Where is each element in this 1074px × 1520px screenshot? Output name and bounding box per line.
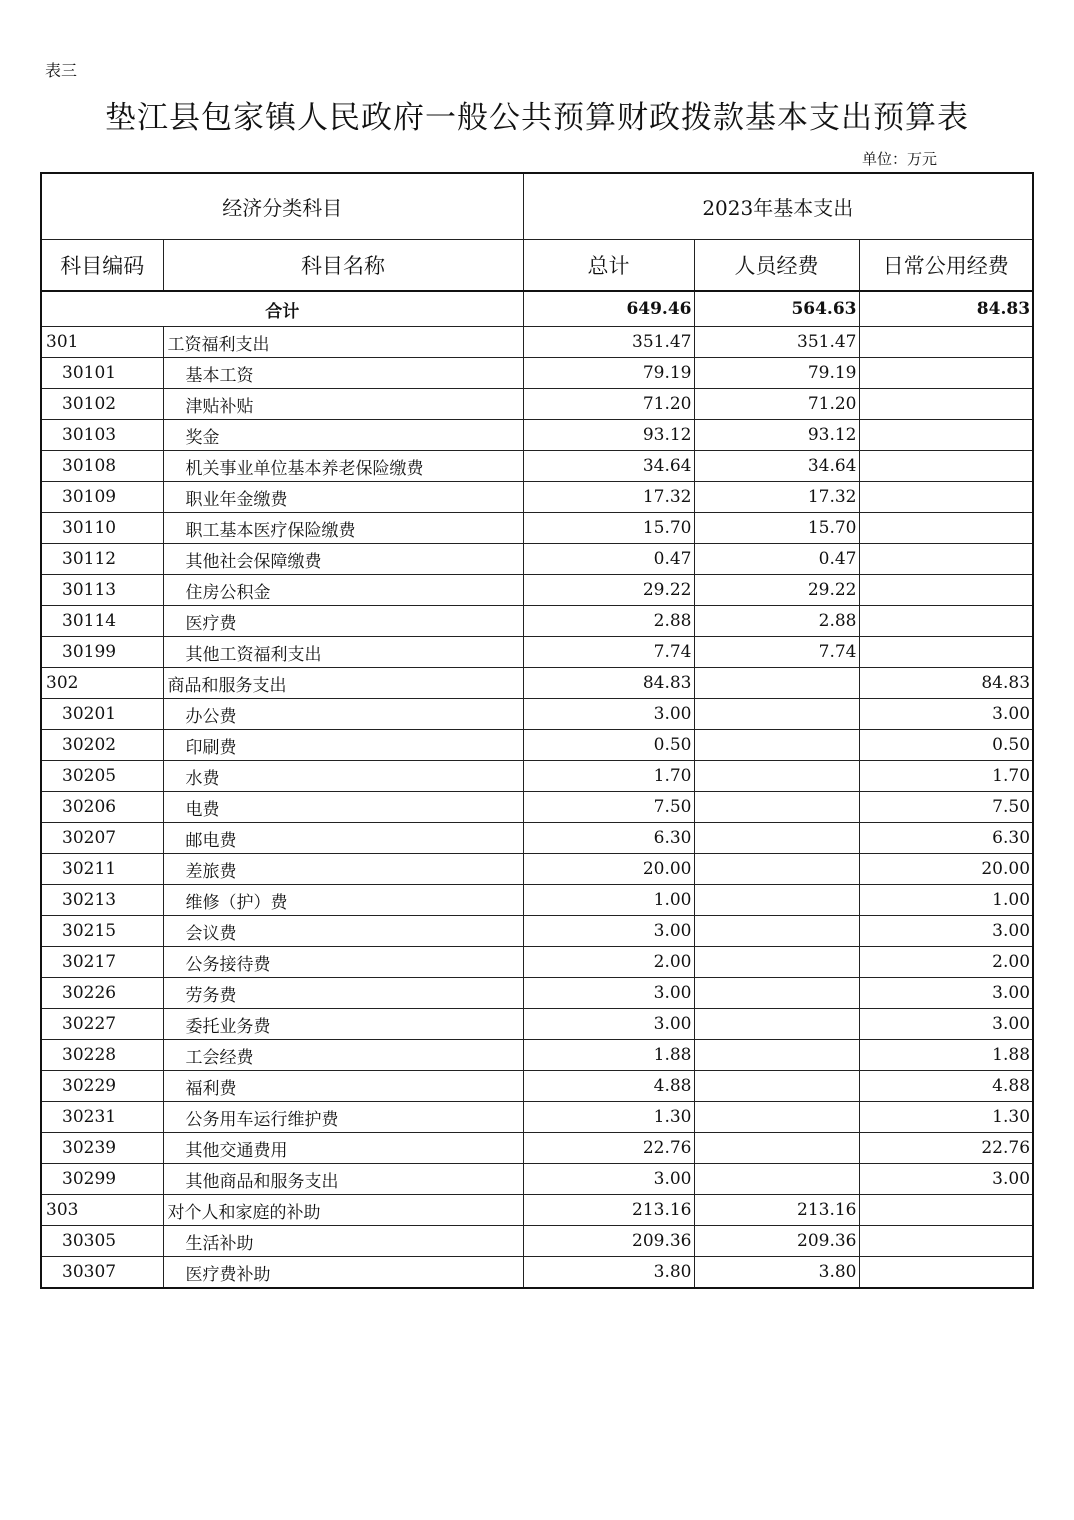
row-public: 3.00: [859, 1009, 1033, 1040]
row-code: 30215: [41, 916, 163, 947]
row-name: 其他交通费用: [163, 1133, 523, 1164]
row-personnel: [694, 668, 859, 699]
row-name: 住房公积金: [163, 575, 523, 606]
row-personnel: [694, 885, 859, 916]
row-total: 3.00: [523, 916, 694, 947]
row-total: 22.76: [523, 1133, 694, 1164]
row-name: 其他商品和服务支出: [163, 1164, 523, 1195]
table-number-label: 表三: [45, 61, 78, 80]
row-total: 6.30: [523, 823, 694, 854]
table-row: [41, 544, 1033, 575]
row-personnel: [694, 1009, 859, 1040]
row-total: 84.83: [523, 668, 694, 699]
row-personnel: [694, 823, 859, 854]
table-row: [41, 1009, 1033, 1040]
row-public: 6.30: [859, 823, 1033, 854]
table-row: [41, 1164, 1033, 1195]
row-personnel: [694, 1133, 859, 1164]
row-code: 30229: [41, 1071, 163, 1102]
row-personnel: 351.47: [694, 327, 859, 358]
table-row: [41, 451, 1033, 482]
row-code: 30108: [41, 451, 163, 482]
total-row: [41, 291, 1033, 327]
row-code: 30201: [41, 699, 163, 730]
table-row: [41, 358, 1033, 389]
row-public: [859, 327, 1033, 358]
table-row: [41, 1102, 1033, 1133]
row-total: 209.36: [523, 1226, 694, 1257]
row-name: 医疗费: [163, 606, 523, 637]
row-total: 15.70: [523, 513, 694, 544]
row-name: 职业年金缴费: [163, 482, 523, 513]
row-public: 4.88: [859, 1071, 1033, 1102]
row-code: 30113: [41, 575, 163, 606]
total-total: 649.46: [523, 291, 694, 327]
table-row: [41, 1040, 1033, 1071]
row-public: 2.00: [859, 947, 1033, 978]
table-row: [41, 606, 1033, 637]
row-code: 30109: [41, 482, 163, 513]
row-public: 1.00: [859, 885, 1033, 916]
table-row: [41, 1195, 1033, 1226]
row-total: 1.30: [523, 1102, 694, 1133]
table-row: [41, 1071, 1033, 1102]
page-title: 垫江县包家镇人民政府一般公共预算财政拨款基本支出预算表: [105, 100, 969, 136]
table-row: [41, 823, 1033, 854]
row-name: 工会经费: [163, 1040, 523, 1071]
row-public: [859, 637, 1033, 668]
row-total: 93.12: [523, 420, 694, 451]
row-public: 3.00: [859, 1164, 1033, 1195]
row-public: [859, 358, 1033, 389]
row-name: 劳务费: [163, 978, 523, 1009]
table-row: [41, 1133, 1033, 1164]
row-public: [859, 544, 1033, 575]
row-total: 71.20: [523, 389, 694, 420]
row-name: 委托业务费: [163, 1009, 523, 1040]
row-code: 30110: [41, 513, 163, 544]
table-row: [41, 420, 1033, 451]
row-total: 29.22: [523, 575, 694, 606]
row-personnel: 29.22: [694, 575, 859, 606]
row-code: 30114: [41, 606, 163, 637]
row-code: 30205: [41, 761, 163, 792]
row-public: 84.83: [859, 668, 1033, 699]
row-name: 差旅费: [163, 854, 523, 885]
row-name: 印刷费: [163, 730, 523, 761]
row-personnel: 93.12: [694, 420, 859, 451]
row-code: 30112: [41, 544, 163, 575]
row-personnel: 34.64: [694, 451, 859, 482]
row-personnel: [694, 978, 859, 1009]
row-code: 30231: [41, 1102, 163, 1133]
row-name: 生活补助: [163, 1226, 523, 1257]
row-code: 30103: [41, 420, 163, 451]
row-code: 30202: [41, 730, 163, 761]
unit-label: 单位：万元: [862, 150, 938, 168]
table-row: [41, 668, 1033, 699]
row-name: 基本工资: [163, 358, 523, 389]
row-total: 7.50: [523, 792, 694, 823]
header-basic-expenditure-2023: 2023年基本支出: [523, 173, 1033, 240]
row-public: 3.00: [859, 978, 1033, 1009]
row-public: 3.00: [859, 699, 1033, 730]
row-name: 医疗费补助: [163, 1257, 523, 1289]
row-public: [859, 575, 1033, 606]
row-personnel: 2.88: [694, 606, 859, 637]
row-total: 213.16: [523, 1195, 694, 1226]
row-code: 30102: [41, 389, 163, 420]
row-total: 0.50: [523, 730, 694, 761]
row-personnel: 15.70: [694, 513, 859, 544]
row-personnel: [694, 761, 859, 792]
row-public: [859, 606, 1033, 637]
row-code: 30226: [41, 978, 163, 1009]
row-code: 30227: [41, 1009, 163, 1040]
row-name: 奖金: [163, 420, 523, 451]
row-total: 3.00: [523, 1009, 694, 1040]
table-row: [41, 947, 1033, 978]
row-name: 维修（护）费: [163, 885, 523, 916]
row-public: 0.50: [859, 730, 1033, 761]
row-name: 工资福利支出: [163, 327, 523, 358]
row-code: 30299: [41, 1164, 163, 1195]
row-total: 3.80: [523, 1257, 694, 1289]
row-code: 303: [41, 1195, 163, 1226]
row-name: 会议费: [163, 916, 523, 947]
total-label: 合计: [41, 291, 523, 327]
table-row: [41, 854, 1033, 885]
header-row-columns: [41, 240, 1033, 292]
row-code: 30211: [41, 854, 163, 885]
row-name: 机关事业单位基本养老保险缴费: [163, 451, 523, 482]
row-name: 对个人和家庭的补助: [163, 1195, 523, 1226]
row-public: 1.30: [859, 1102, 1033, 1133]
row-public: 1.70: [859, 761, 1033, 792]
row-total: 351.47: [523, 327, 694, 358]
row-total: 2.88: [523, 606, 694, 637]
table-row: [41, 792, 1033, 823]
row-name: 津贴补贴: [163, 389, 523, 420]
header-code: 科目编码: [41, 240, 163, 292]
header-row-group: [41, 173, 1033, 240]
row-name: 福利费: [163, 1071, 523, 1102]
header-total: 总计: [523, 240, 694, 292]
table-row: [41, 482, 1033, 513]
row-personnel: [694, 916, 859, 947]
table-row: [41, 761, 1033, 792]
row-total: 7.74: [523, 637, 694, 668]
row-code: 301: [41, 327, 163, 358]
row-code: 30228: [41, 1040, 163, 1071]
row-personnel: 213.16: [694, 1195, 859, 1226]
row-total: 1.88: [523, 1040, 694, 1071]
row-name: 职工基本医疗保险缴费: [163, 513, 523, 544]
row-personnel: 7.74: [694, 637, 859, 668]
table-row: [41, 1257, 1033, 1289]
row-public: [859, 1257, 1033, 1289]
header-name: 科目名称: [163, 240, 523, 292]
row-total: 0.47: [523, 544, 694, 575]
row-name: 其他工资福利支出: [163, 637, 523, 668]
row-total: 79.19: [523, 358, 694, 389]
table-row: [41, 916, 1033, 947]
row-personnel: 79.19: [694, 358, 859, 389]
row-name: 其他社会保障缴费: [163, 544, 523, 575]
row-personnel: [694, 854, 859, 885]
table-row: [41, 575, 1033, 606]
row-personnel: 0.47: [694, 544, 859, 575]
table-row: [41, 513, 1033, 544]
row-personnel: [694, 1040, 859, 1071]
row-total: 4.88: [523, 1071, 694, 1102]
row-name: 水费: [163, 761, 523, 792]
total-personnel: 564.63: [694, 291, 859, 327]
row-public: [859, 513, 1033, 544]
row-personnel: [694, 1071, 859, 1102]
table-row: [41, 885, 1033, 916]
row-name: 电费: [163, 792, 523, 823]
row-personnel: [694, 947, 859, 978]
row-total: 2.00: [523, 947, 694, 978]
row-code: 302: [41, 668, 163, 699]
row-total: 34.64: [523, 451, 694, 482]
row-total: 3.00: [523, 1164, 694, 1195]
row-total: 1.00: [523, 885, 694, 916]
header-public: 日常公用经费: [859, 240, 1033, 292]
row-public: [859, 482, 1033, 513]
row-public: 7.50: [859, 792, 1033, 823]
row-name: 邮电费: [163, 823, 523, 854]
row-name: 公务用车运行维护费: [163, 1102, 523, 1133]
header-personnel: 人员经费: [694, 240, 859, 292]
row-total: 3.00: [523, 978, 694, 1009]
header-economic-classification: 经济分类科目: [41, 173, 523, 240]
row-name: 公务接待费: [163, 947, 523, 978]
row-code: 30307: [41, 1257, 163, 1289]
row-code: 30199: [41, 637, 163, 668]
table-row: [41, 637, 1033, 668]
row-public: [859, 451, 1033, 482]
row-code: 30217: [41, 947, 163, 978]
table-row: [41, 699, 1033, 730]
row-public: 1.88: [859, 1040, 1033, 1071]
row-total: 17.32: [523, 482, 694, 513]
row-code: 30206: [41, 792, 163, 823]
row-personnel: [694, 1164, 859, 1195]
budget-table: [40, 172, 1034, 1289]
row-personnel: [694, 730, 859, 761]
row-code: 30101: [41, 358, 163, 389]
row-public: [859, 1226, 1033, 1257]
row-public: 20.00: [859, 854, 1033, 885]
row-name: 办公费: [163, 699, 523, 730]
table-row: [41, 730, 1033, 761]
row-public: 22.76: [859, 1133, 1033, 1164]
row-personnel: 17.32: [694, 482, 859, 513]
row-total: 20.00: [523, 854, 694, 885]
row-personnel: [694, 699, 859, 730]
row-personnel: [694, 1102, 859, 1133]
row-personnel: 3.80: [694, 1257, 859, 1289]
row-code: 30305: [41, 1226, 163, 1257]
row-code: 30207: [41, 823, 163, 854]
table-row: [41, 327, 1033, 358]
row-public: [859, 420, 1033, 451]
table-row: [41, 1226, 1033, 1257]
row-total: 3.00: [523, 699, 694, 730]
row-personnel: [694, 792, 859, 823]
row-personnel: 209.36: [694, 1226, 859, 1257]
row-code: 30213: [41, 885, 163, 916]
row-public: [859, 389, 1033, 420]
row-code: 30239: [41, 1133, 163, 1164]
row-personnel: 71.20: [694, 389, 859, 420]
row-public: 3.00: [859, 916, 1033, 947]
table-row: [41, 389, 1033, 420]
table-row: [41, 978, 1033, 1009]
row-name: 商品和服务支出: [163, 668, 523, 699]
row-public: [859, 1195, 1033, 1226]
total-public: 84.83: [859, 291, 1033, 327]
row-total: 1.70: [523, 761, 694, 792]
